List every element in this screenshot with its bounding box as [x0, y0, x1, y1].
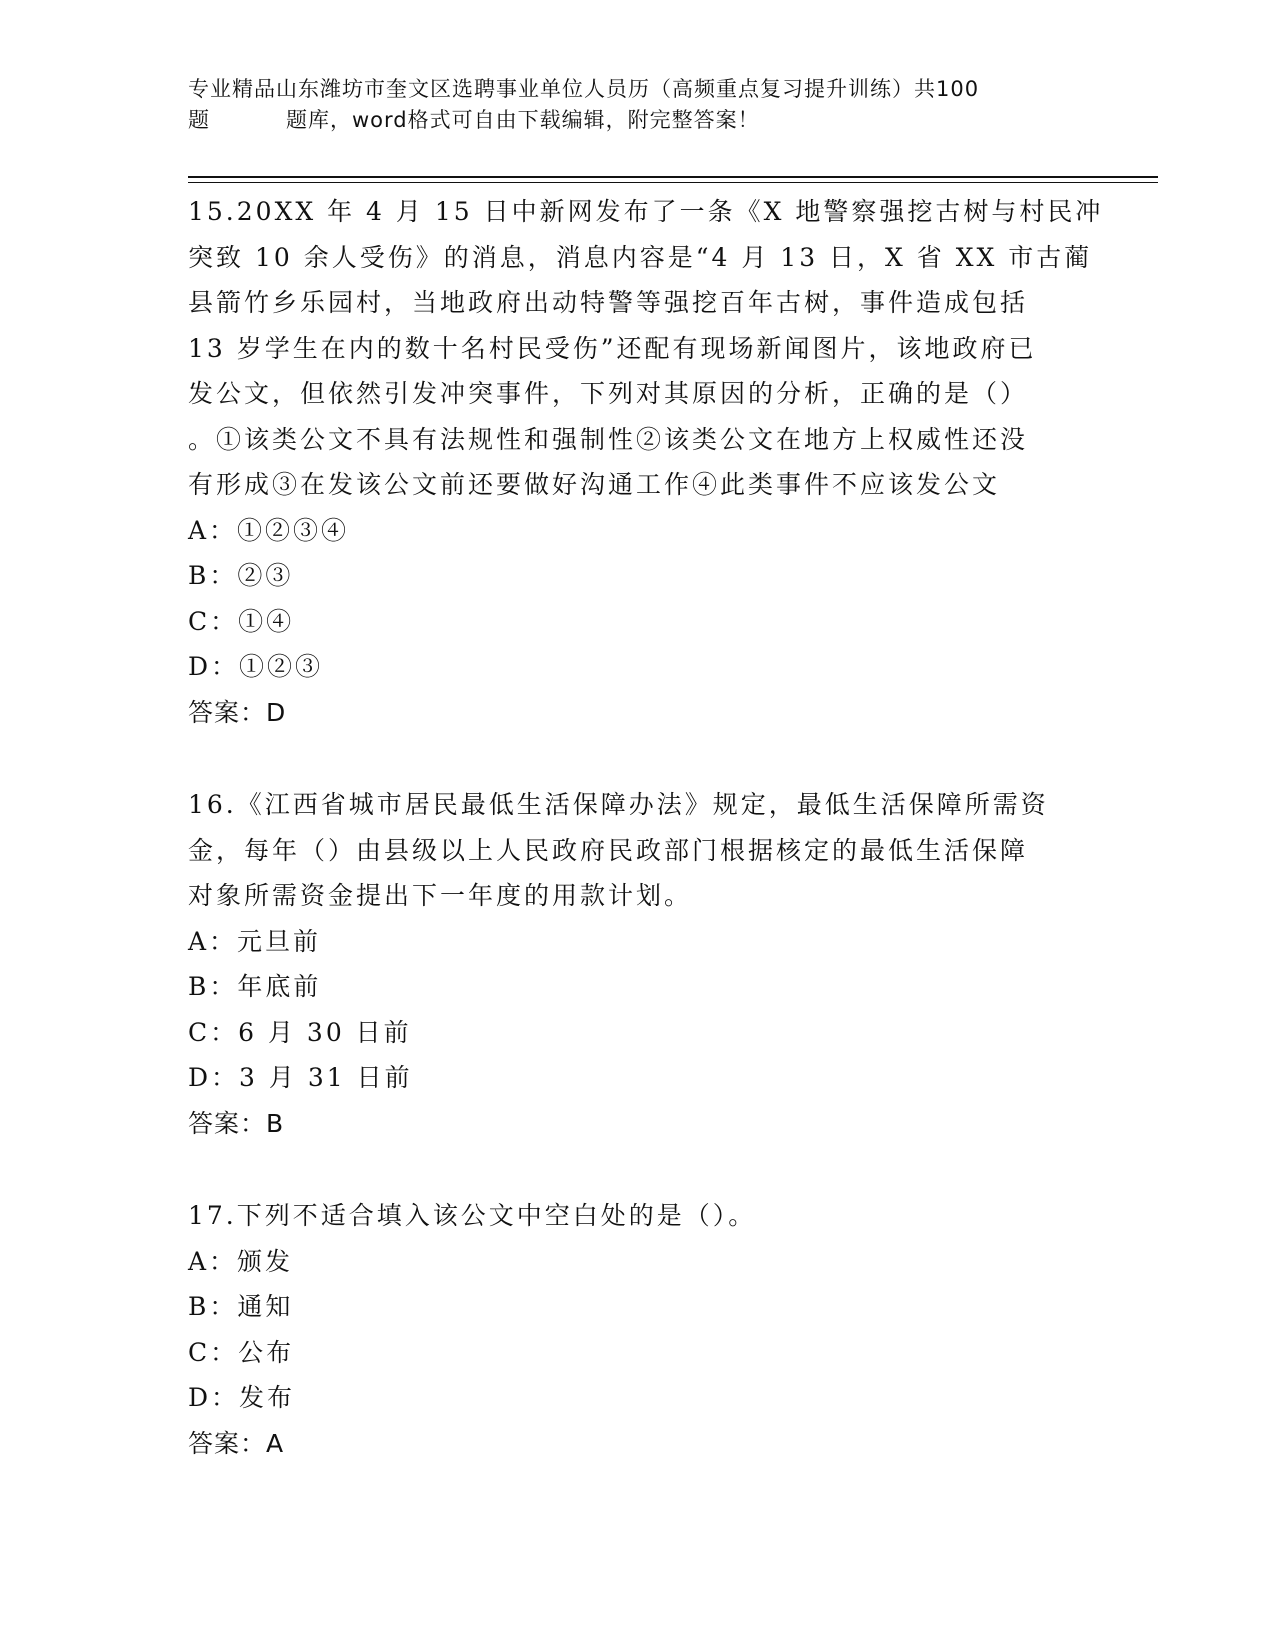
answer-label: 答案：B [188, 1108, 285, 1138]
option-b: B：②③ [188, 561, 294, 590]
option-d: D：发布 [188, 1383, 296, 1412]
question-text-line: 发公文，但依然引发冲突事件，下列对其原因的分析，正确的是（） [188, 379, 1029, 408]
question-17 [188, 1193, 1088, 1466]
answer-label: 答案：A [188, 1428, 285, 1458]
question-text-line: 。①该类公文不具有法规性和强制性②该类公文在地方上权威性还没 [188, 424, 1029, 454]
header-divider-thin [188, 182, 1158, 183]
header-title-line-2 [188, 105, 1088, 136]
question-text-line: 突致 10 余人受伤》的消息，消息内容是“4 月 13 日，X 省 XX 市古蔺 [188, 242, 1093, 272]
question-text-line: 县箭竹乡乐园村，当地政府出动特警等强挖百年古树，事件造成包括 [188, 288, 1029, 317]
header-divider-thick [188, 176, 1158, 178]
question-text-line: 金，每年（）由县级以上人民政府民政部门根据核定的最低生活保障 [188, 835, 1029, 865]
option-a: A：①②③④ [188, 515, 350, 545]
question-text-line: 对象所需资金提出下一年度的用款计划。 [188, 881, 693, 910]
header-title-line-1: 专业精品山东潍坊市奎文区选聘事业单位人员历（高频重点复习提升训练）共100 [188, 77, 980, 101]
question-text-line: 15.20XX 年 4 月 15 日中新网发布了一条《X 地警察强挖古树与村民冲 [188, 197, 1104, 226]
question-16 [188, 782, 1088, 1146]
option-a: A：元旦前 [188, 926, 322, 956]
question-text-line: 16.《江西省城市居民最低生活保障办法》规定，最低生活保障所需资 [188, 790, 1049, 819]
option-b: B：年底前 [188, 972, 322, 1001]
header-title-line-2-head: 题 [188, 108, 210, 132]
question-text-line: 有形成③在发该公文前还要做好沟通工作④此类事件不应该发公文 [188, 470, 1001, 499]
option-d: D：3 月 31 日前 [188, 1063, 413, 1092]
question-text-line: 17.下列不适合填入该公文中空白处的是（）。 [188, 1201, 757, 1230]
header-title-line-2-tail: 题库，word格式可自由下载编辑，附完整答案！ [286, 108, 760, 132]
option-b: B：通知 [188, 1292, 294, 1321]
answer-label: 答案：D [188, 697, 287, 727]
question-list [188, 189, 1104, 1466]
question-gap [188, 735, 1088, 782]
option-d: D：①②③ [188, 652, 324, 681]
option-c: C：①④ [188, 606, 295, 636]
option-c: C：公布 [188, 1337, 295, 1367]
question-15 [188, 189, 1104, 735]
option-c: C：6 月 30 日前 [188, 1017, 412, 1047]
option-a: A：颁发 [188, 1246, 294, 1276]
page-header [188, 74, 1088, 136]
question-gap [188, 1146, 1088, 1193]
question-text-line: 13 岁学生在内的数十名村民受伤”还配有现场新闻图片，该地政府已 [188, 333, 1037, 363]
